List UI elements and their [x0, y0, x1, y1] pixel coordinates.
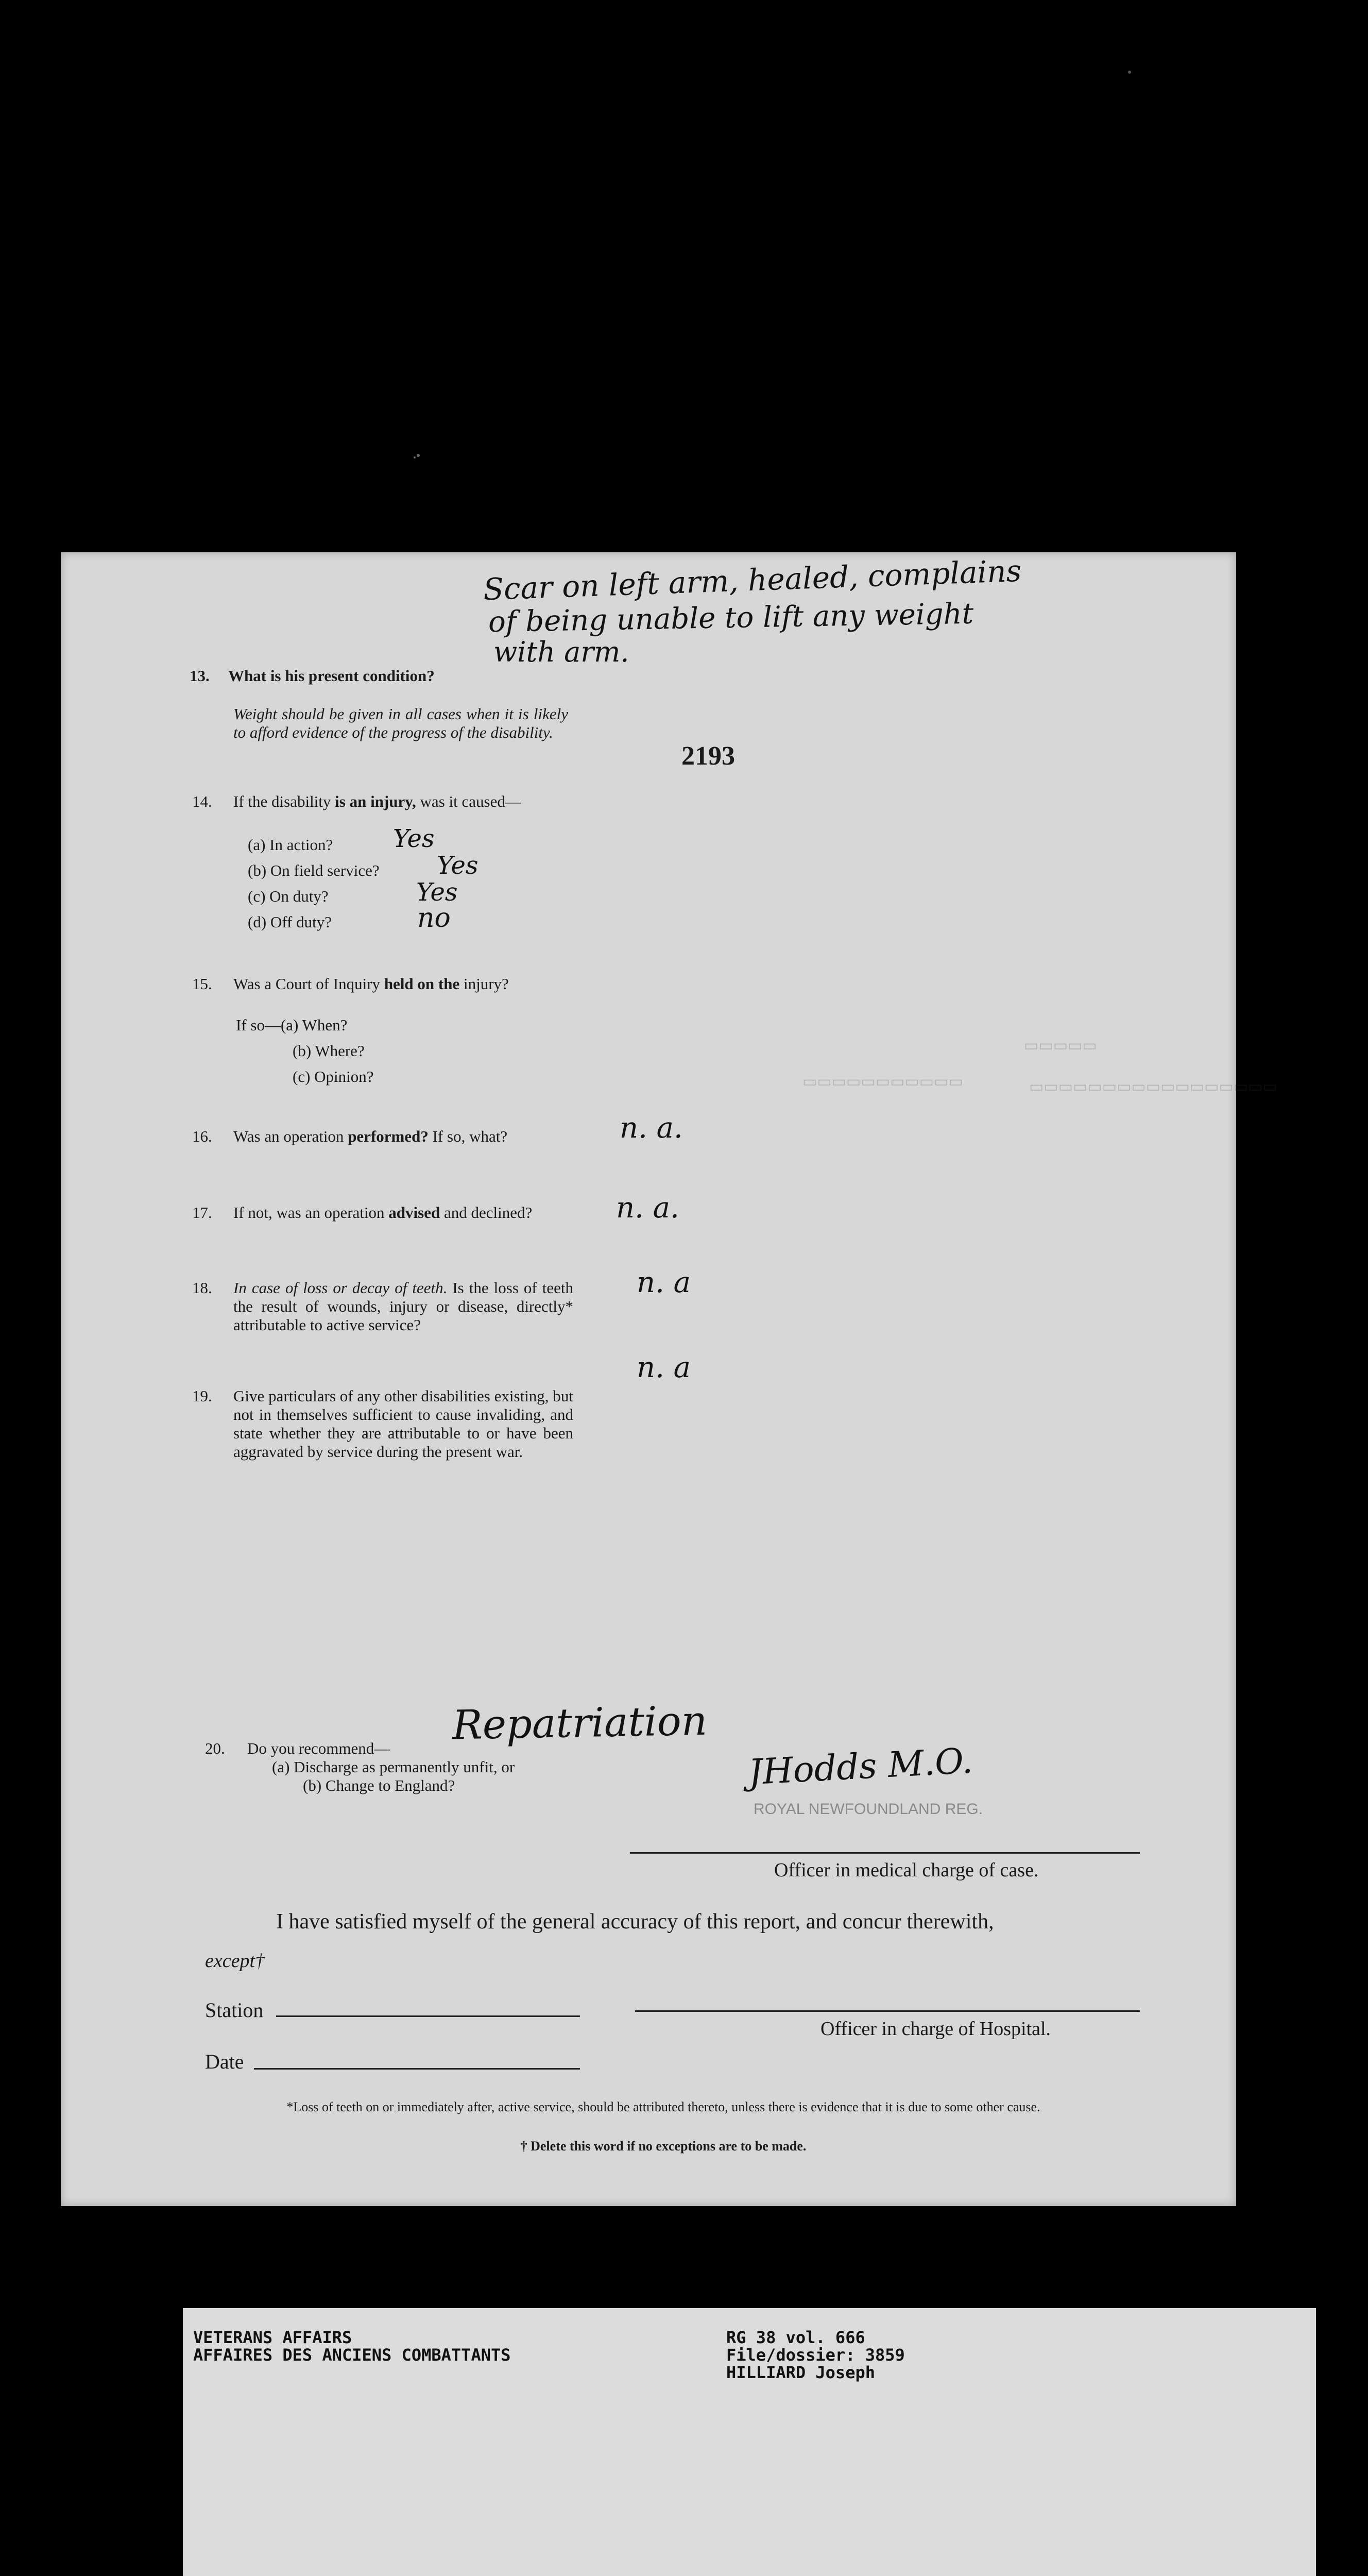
footnote-teeth: *Loss of teeth on or immediately after, active service, should be attributed thereto, unless there is evidence that it is due to some other cause.	[286, 2099, 1040, 2114]
q15-where: (b) Where?	[293, 1042, 365, 1060]
q14-answer-c: Yes	[416, 878, 458, 907]
q17-answer: n. a.	[616, 1191, 679, 1225]
handwritten-condition-line-3: with arm.	[493, 636, 629, 668]
q16-answer: n. a.	[620, 1111, 683, 1145]
card-volume: RG 38 vol. 666	[726, 2328, 865, 2347]
card-agency-french: AFFAIRES DES ANCIENS COMBATTANTS	[193, 2345, 511, 2365]
weight-note: Weight should be given in all cases when it is likely to afford evidence of the progress of the disability.	[233, 705, 568, 741]
hospital-officer-line	[635, 2010, 1140, 2012]
q19-answer: n. a	[637, 1351, 691, 1384]
q14-answer-a: Yes	[393, 824, 435, 853]
regiment-stamp: ROYAL NEWFOUNDLAND REG.	[754, 1801, 983, 1818]
q14-item-d: (d) Off duty?	[248, 913, 332, 931]
q20-option-a: (a) Discharge as permanently unfit, or	[272, 1758, 515, 1776]
card-agency-english: VETERANS AFFAIRS	[193, 2328, 352, 2347]
except-label: except†	[205, 1950, 265, 1972]
officer-hospital-label: Officer in charge of Hospital.	[820, 2018, 1051, 2040]
stamp-number: 2193	[681, 741, 735, 771]
footnote-dagger: † Delete this word if no exceptions are to be made.	[520, 2139, 807, 2154]
q14-item-b: (b) On field service?	[248, 861, 380, 879]
medical-officer-line	[630, 1852, 1140, 1854]
medical-officer-signature: JHodds M.O.	[747, 1740, 974, 1793]
q14-item-c: (c) On duty?	[248, 887, 329, 905]
card-file-number: File/dossier: 3859	[726, 2345, 905, 2365]
q14-item-a: (a) In action?	[248, 836, 333, 854]
date-label: Date	[205, 2050, 244, 2073]
date-line	[254, 2068, 580, 2070]
q18-answer: n. a	[637, 1266, 691, 1299]
station-line	[276, 2015, 580, 2017]
dust-specks	[0, 0, 1368, 541]
card-person-name: HILLIARD Joseph	[726, 2363, 875, 2382]
q14-answer-d: no	[417, 903, 451, 934]
document-sheet: ▭▭▭▭▭ ▭▭▭▭▭▭▭▭▭▭▭ ▭▭▭▭▭▭▭▭▭▭▭▭▭▭▭▭▭ Scar on left arm, healed, complains of being unable to lift any weight with arm. 13. What is his present condition? Weight should be given in all cases when it is likely to afford evidence of the progress of the disability. 2193 14. If the disability is an injury, was it caused— (a) In action? (b) On field service? (c) On duty? (d) Off duty? Yes Yes Yes no 15. Was a Court of Inquiry held on the injury? If so—(a) When? (b) Where? (c) Opinion? 16. Was an operation performed? If so, what? n. a. 17. If not, was an operation advised and declined? n. a. 18. In case of loss or decay of teeth. Is the loss of teeth the result of wounds, injury or disease, directly* attributable to active service? n. a 19. Give particulars of any other disabilities existing, but not in themselves sufficient to cause invaliding, and state whether they are attributable to or have been aggravated by service during the present war. n. a 20. Do you recommend— (a) Discharge as permanently unfit, or (b) Change to England? Repatriation JHodds M.O. ROYAL NEWFOUNDLAND REG. Officer in medical charge of case. I have satisfied myself of the general accuracy of this report, and concur therewith, except† Station Officer in charge of Hospital. Date *Loss of teeth on or immediately after, active service, should be attributed thereto, unless there is evidence that it is due to some other cause. † Delete this word if no exceptions are to be made.	[61, 552, 1236, 2206]
officer-medical-label: Officer in medical charge of case.	[774, 1859, 1039, 1881]
q14-answer-b: Yes	[437, 851, 478, 880]
station-label: Station	[205, 1998, 264, 2022]
archive-reference-card	[183, 2308, 1316, 2576]
handwritten-condition-line-1: Scar on left arm, healed, complains	[483, 553, 1022, 607]
q20-option-b: (b) Change to England?	[303, 1776, 455, 1794]
concur-statement: I have satisfied myself of the general accuracy of this report, and concur therewith,	[276, 1910, 994, 1934]
q15-opinion: (c) Opinion?	[293, 1067, 374, 1086]
q15-if-so: If so—(a) When?	[236, 1016, 348, 1034]
handwritten-condition-line-2: of being unable to lift any weight	[488, 597, 974, 639]
q20-answer: Repatriation	[452, 1698, 708, 1749]
